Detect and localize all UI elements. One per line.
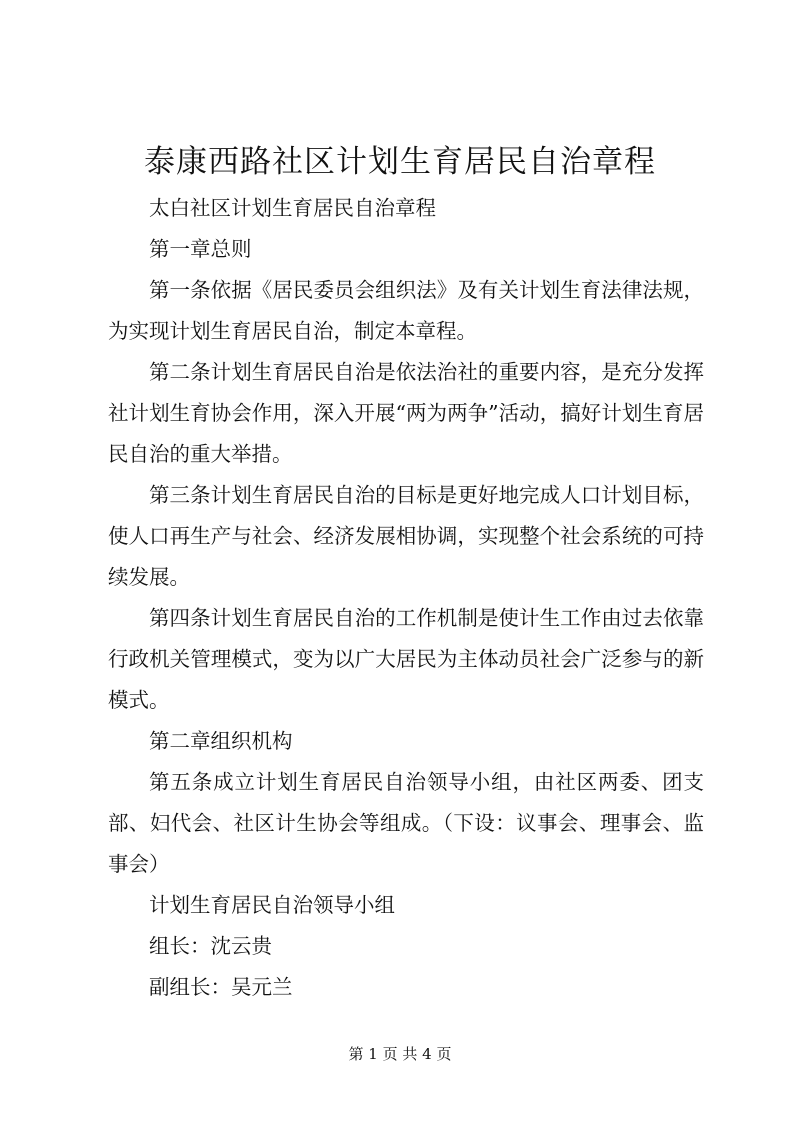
chapter-heading-1: 第一章总则 xyxy=(149,237,252,261)
document-body xyxy=(108,188,704,1008)
chapter-heading-2: 第二章组织机构 xyxy=(149,729,293,753)
group-heading: 计划生育居民自治领导小组 xyxy=(149,893,395,917)
article-2: 第二条计划生育居民自治是依法治社的重要内容，是充分发挥社计划生育协会作用，深入开展“两为两争”活动，搞好计划生育居民自治的重大举措。 xyxy=(108,360,704,466)
group-leader: 组长：沈云贵 xyxy=(149,934,272,958)
page-number-footer: 第 1 页 共 4 页 xyxy=(348,1045,452,1063)
document-title: 泰康西路社区计划生育居民自治章程 xyxy=(144,144,656,180)
article-1: 第一条依据《居民委员会组织法》及有关计划生育法律法规，为实现计划生育居民自治，制定本章程。 xyxy=(108,278,704,343)
group-deputy-leader: 副组长：吴元兰 xyxy=(149,975,293,999)
article-3: 第三条计划生育居民自治的目标是更好地完成人口计划目标，使人口再生产与社会、经济发展相协调，实现整个社会系统的可持续发展。 xyxy=(108,483,704,589)
article-5: 第五条成立计划生育居民自治领导小组，由社区两委、团支部、妇代会、社区计生协会等组成。（下设：议事会、理事会、监事会） xyxy=(108,770,704,876)
paragraph-subtitle: 太白社区计划生育居民自治章程 xyxy=(149,196,436,220)
article-4: 第四条计划生育居民自治的工作机制是使计生工作由过去依靠行政机关管理模式，变为以广大居民为主体动员社会广泛参与的新模式。 xyxy=(108,606,704,712)
